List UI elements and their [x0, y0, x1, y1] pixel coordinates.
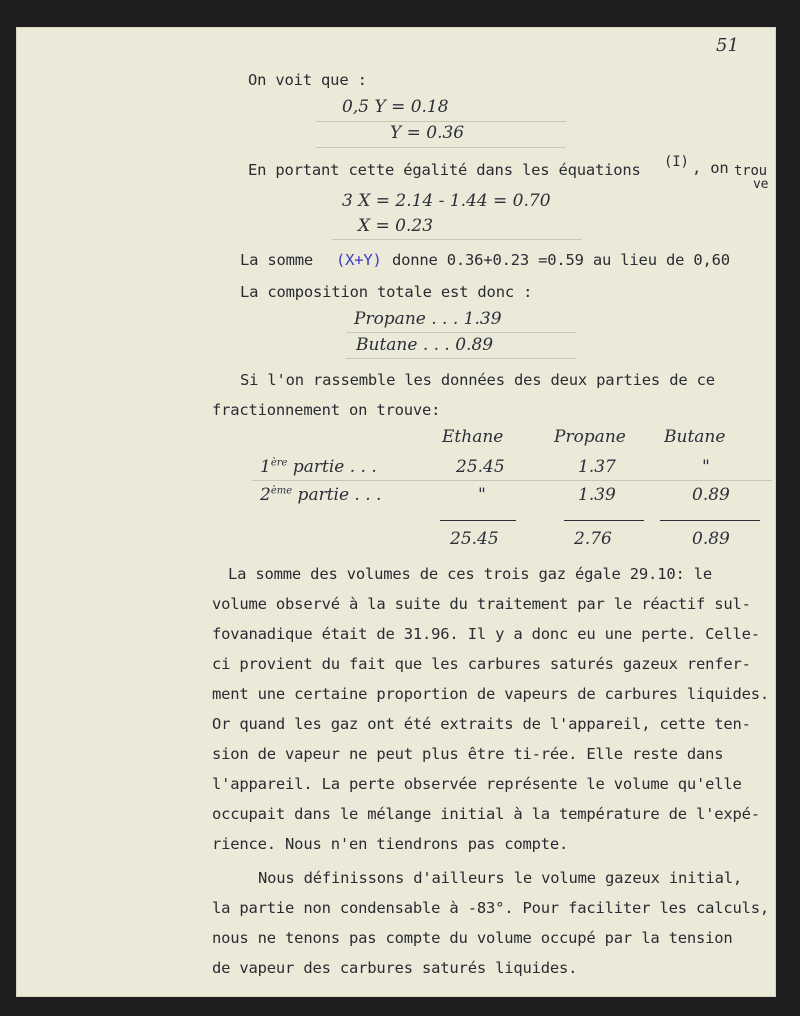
text-line: fractionnement on trouve: — [212, 401, 441, 419]
paragraph-line: fovanadique était de 31.96. Il y a donc eu une perte. Celle- — [212, 625, 760, 643]
table-cell: " — [702, 457, 710, 477]
text-line: En portant cette égalité dans les équations — [248, 161, 641, 179]
total-rule — [564, 520, 644, 521]
page-number: 51 — [716, 35, 739, 56]
table-cell: 0.89 — [692, 485, 730, 505]
paragraph-line: Or quand les gaz ont été extraits de l'appareil, cette ten- — [212, 715, 751, 733]
equation-line: 3 X = 2.14 - 1.44 = 0.70 — [342, 191, 551, 211]
equation-line: X = 0.23 — [358, 216, 434, 236]
paragraph-line: de vapeur des carbures saturés liquides. — [212, 959, 578, 977]
table-cell: 1.37 — [578, 457, 616, 477]
paragraph-line: la partie non condensable à -83°. Pour faciliter les calculs, — [212, 899, 770, 917]
paragraph-line: La somme des volumes de ces trois gaz égale 29.10: le — [228, 565, 712, 583]
table-total: 2.76 — [574, 529, 612, 549]
ruled-line — [316, 121, 566, 122]
ruled-line — [346, 332, 576, 333]
table-cell: 25.45 — [456, 457, 505, 477]
text-line: La somme — [240, 251, 314, 269]
text-line: trou — [734, 163, 767, 179]
ruled-line — [332, 239, 582, 240]
text-line: ve — [753, 177, 769, 192]
table-total: 0.89 — [692, 529, 730, 549]
text-line: donne 0.36+0.23 =0.59 au lieu de 0,60 — [392, 251, 730, 269]
paragraph-line: occupait dans le mélange initial à la température de l'expé- — [212, 805, 760, 823]
text-line: On voit que : — [248, 71, 367, 89]
paragraph-line: rience. Nous n'en tiendrons pas compte. — [212, 835, 569, 853]
paragraph-line: sion de vapeur ne peut plus être ti-rée. Elle reste dans — [212, 745, 724, 763]
table-total: 25.45 — [450, 529, 499, 549]
paragraph-line: volume observé à la suite du traitement par le réactif sul- — [212, 595, 751, 613]
text-line: , on — [692, 159, 729, 177]
total-rule — [660, 520, 760, 521]
paragraph-line: ci provient du fait que les carbures saturés gazeux renfer- — [212, 655, 751, 673]
table-header: Propane — [554, 427, 626, 447]
equation-line: 0,5 Y = 0.18 — [342, 97, 449, 117]
text-line: La composition totale est donc : — [240, 283, 533, 301]
table-cell: " — [478, 485, 486, 505]
paragraph-line: ment une certaine proportion de vapeurs de carbures liquides. — [212, 685, 770, 703]
ruled-line — [316, 147, 566, 148]
table-row-label: 2ème partie . . . — [260, 485, 382, 505]
text-line: Si l'on rassemble les données des deux parties de ce — [240, 371, 715, 389]
table-cell: 1.39 — [578, 485, 616, 505]
table-header: Ethane — [442, 427, 504, 447]
document-page — [16, 27, 776, 997]
paragraph-line: l'appareil. La perte observée représente le volume qu'elle — [212, 775, 742, 793]
composition-line: Propane . . . 1.39 — [354, 309, 502, 329]
paragraph-line: Nous définissons d'ailleurs le volume gazeux initial, — [258, 869, 742, 887]
composition-line: Butane . . . 0.89 — [356, 335, 494, 355]
paragraph-line: nous ne tenons pas compte du volume occupé par la tension — [212, 929, 733, 947]
text-line-variable: (X+Y) — [336, 251, 382, 269]
ruled-line — [346, 358, 576, 359]
total-rule — [440, 520, 516, 521]
equation-reference: (I) — [664, 154, 689, 170]
ruled-line — [252, 480, 772, 481]
equation-line: Y = 0.36 — [390, 123, 465, 143]
table-row-label: 1ère partie . . . — [260, 457, 377, 477]
table-header: Butane — [664, 427, 726, 447]
